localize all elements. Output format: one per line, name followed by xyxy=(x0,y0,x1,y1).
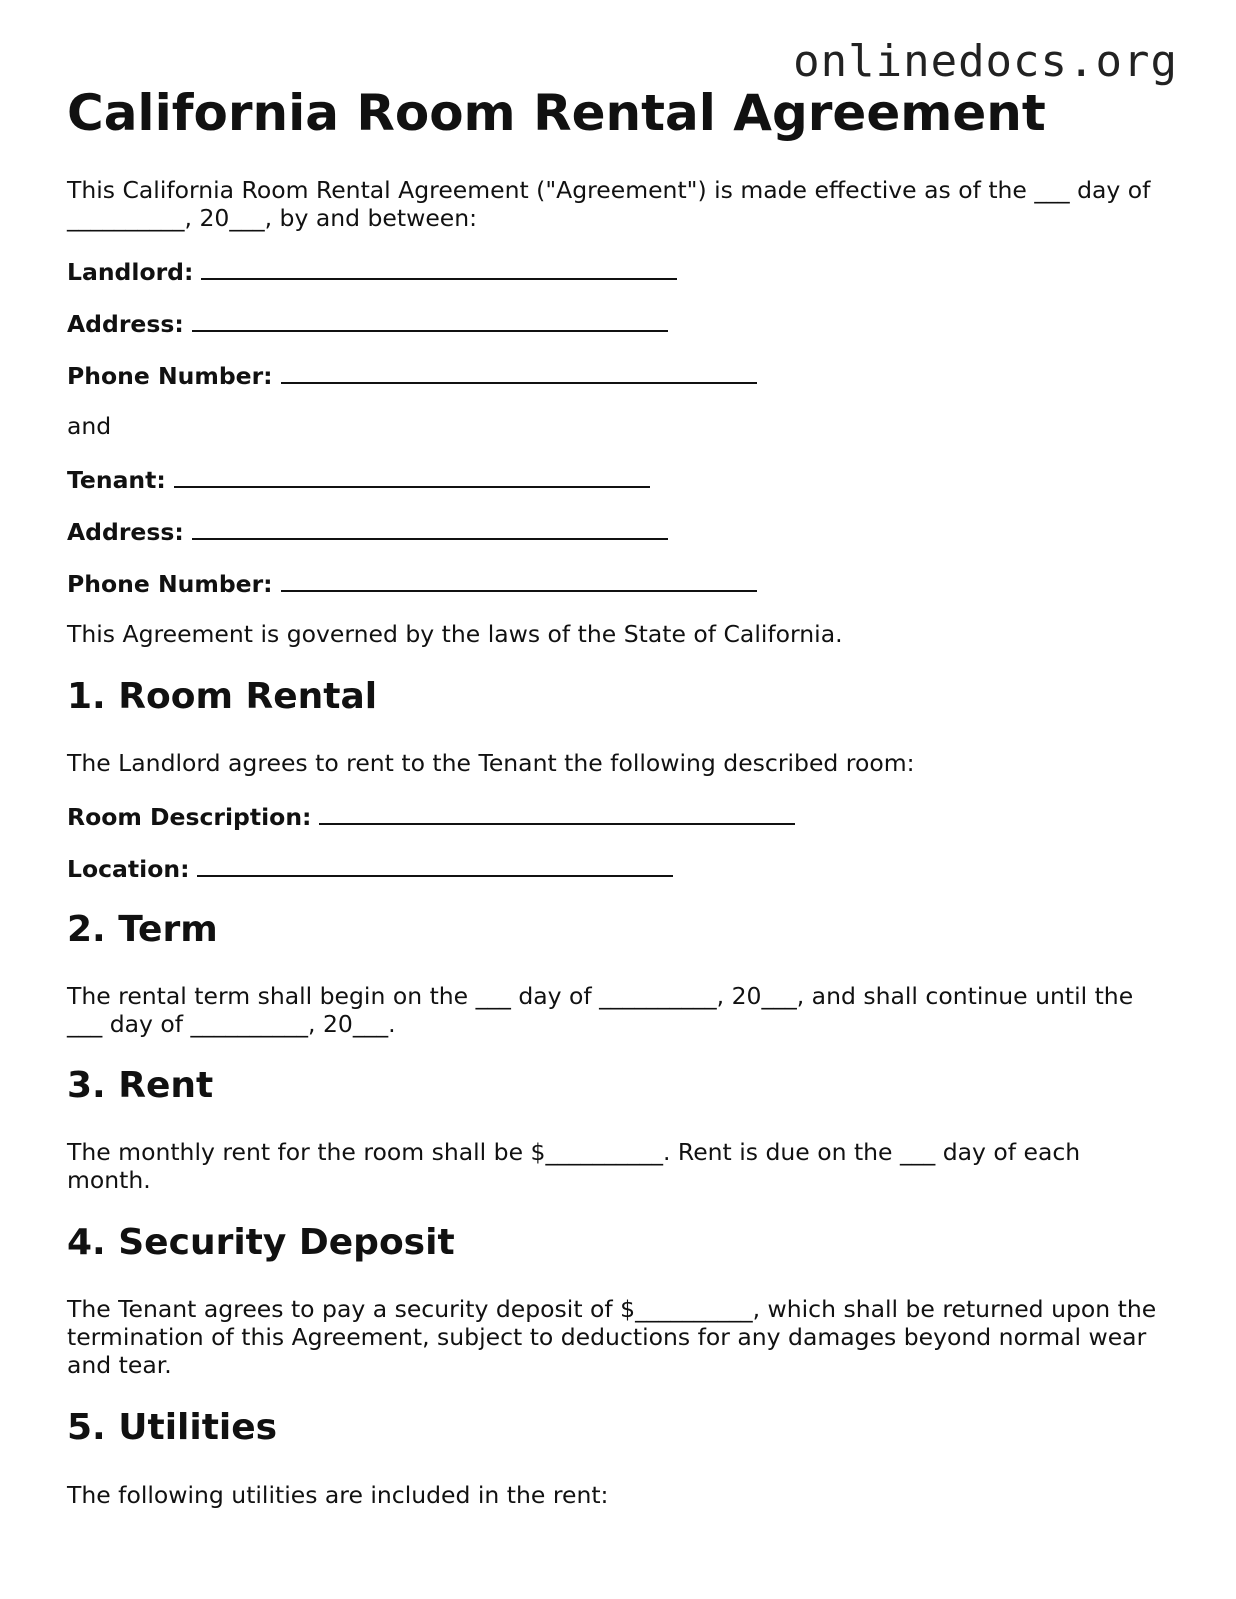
landlord-phone-line[interactable] xyxy=(281,360,757,384)
location-field xyxy=(67,853,673,883)
room-description-line[interactable] xyxy=(319,801,795,825)
section-heading-term: 2. Term xyxy=(67,909,218,950)
tenant-name-label: Tenant: xyxy=(67,466,166,494)
location-label: Location: xyxy=(67,855,190,883)
location-line[interactable] xyxy=(197,853,673,877)
tenant-address-field xyxy=(67,516,668,546)
section-heading-rent: 3. Rent xyxy=(67,1065,214,1106)
tenant-address-line[interactable] xyxy=(192,516,668,540)
landlord-address-line[interactable] xyxy=(192,308,668,332)
room-description-label: Room Description: xyxy=(67,803,312,831)
section-heading-utilities: 5. Utilities xyxy=(67,1407,278,1448)
document-title: California Room Rental Agreement xyxy=(67,84,1046,142)
landlord-name-line[interactable] xyxy=(201,256,677,280)
section-heading-security-deposit: 4. Security Deposit xyxy=(67,1222,455,1263)
rent-paragraph: The monthly rent for the room shall be $__________. Rent is due on the ___ day of each month. xyxy=(67,1138,1081,1194)
governing-law-paragraph: This Agreement is governed by the laws of the State of California. xyxy=(67,620,843,648)
watermark: onlinedocs.org xyxy=(793,36,1178,87)
and-text: and xyxy=(67,412,112,440)
tenant-name-field xyxy=(67,464,650,494)
landlord-address-label: Address: xyxy=(67,310,184,338)
landlord-name-field xyxy=(67,256,677,286)
security-deposit-paragraph: The Tenant agrees to pay a security deposit of $__________, which shall be returned upon the termination of this Agreement, subject to deductions for any damages beyond normal wear and tear. xyxy=(67,1295,1157,1379)
utilities-paragraph: The following utilities are included in the rent: xyxy=(67,1481,609,1509)
landlord-name-label: Landlord: xyxy=(67,258,194,286)
landlord-address-field xyxy=(67,308,668,338)
tenant-address-label: Address: xyxy=(67,518,184,546)
tenant-phone-label: Phone Number: xyxy=(67,570,273,598)
term-paragraph: The rental term shall begin on the ___ day of __________, 20___, and shall continue until the ___ day of __________, 20___. xyxy=(67,982,1134,1038)
room-rental-paragraph: The Landlord agrees to rent to the Tenant the following described room: xyxy=(67,749,915,777)
tenant-phone-line[interactable] xyxy=(281,568,757,592)
tenant-phone-field xyxy=(67,568,757,598)
intro-paragraph: This California Room Rental Agreement ("Agreement") is made effective as of the ___ day of __________, 20___, by and between: xyxy=(67,176,1151,232)
landlord-phone-label: Phone Number: xyxy=(67,362,273,390)
landlord-phone-field xyxy=(67,360,757,390)
tenant-name-line[interactable] xyxy=(174,464,650,488)
section-heading-room-rental: 1. Room Rental xyxy=(67,676,378,717)
room-description-field xyxy=(67,801,795,831)
